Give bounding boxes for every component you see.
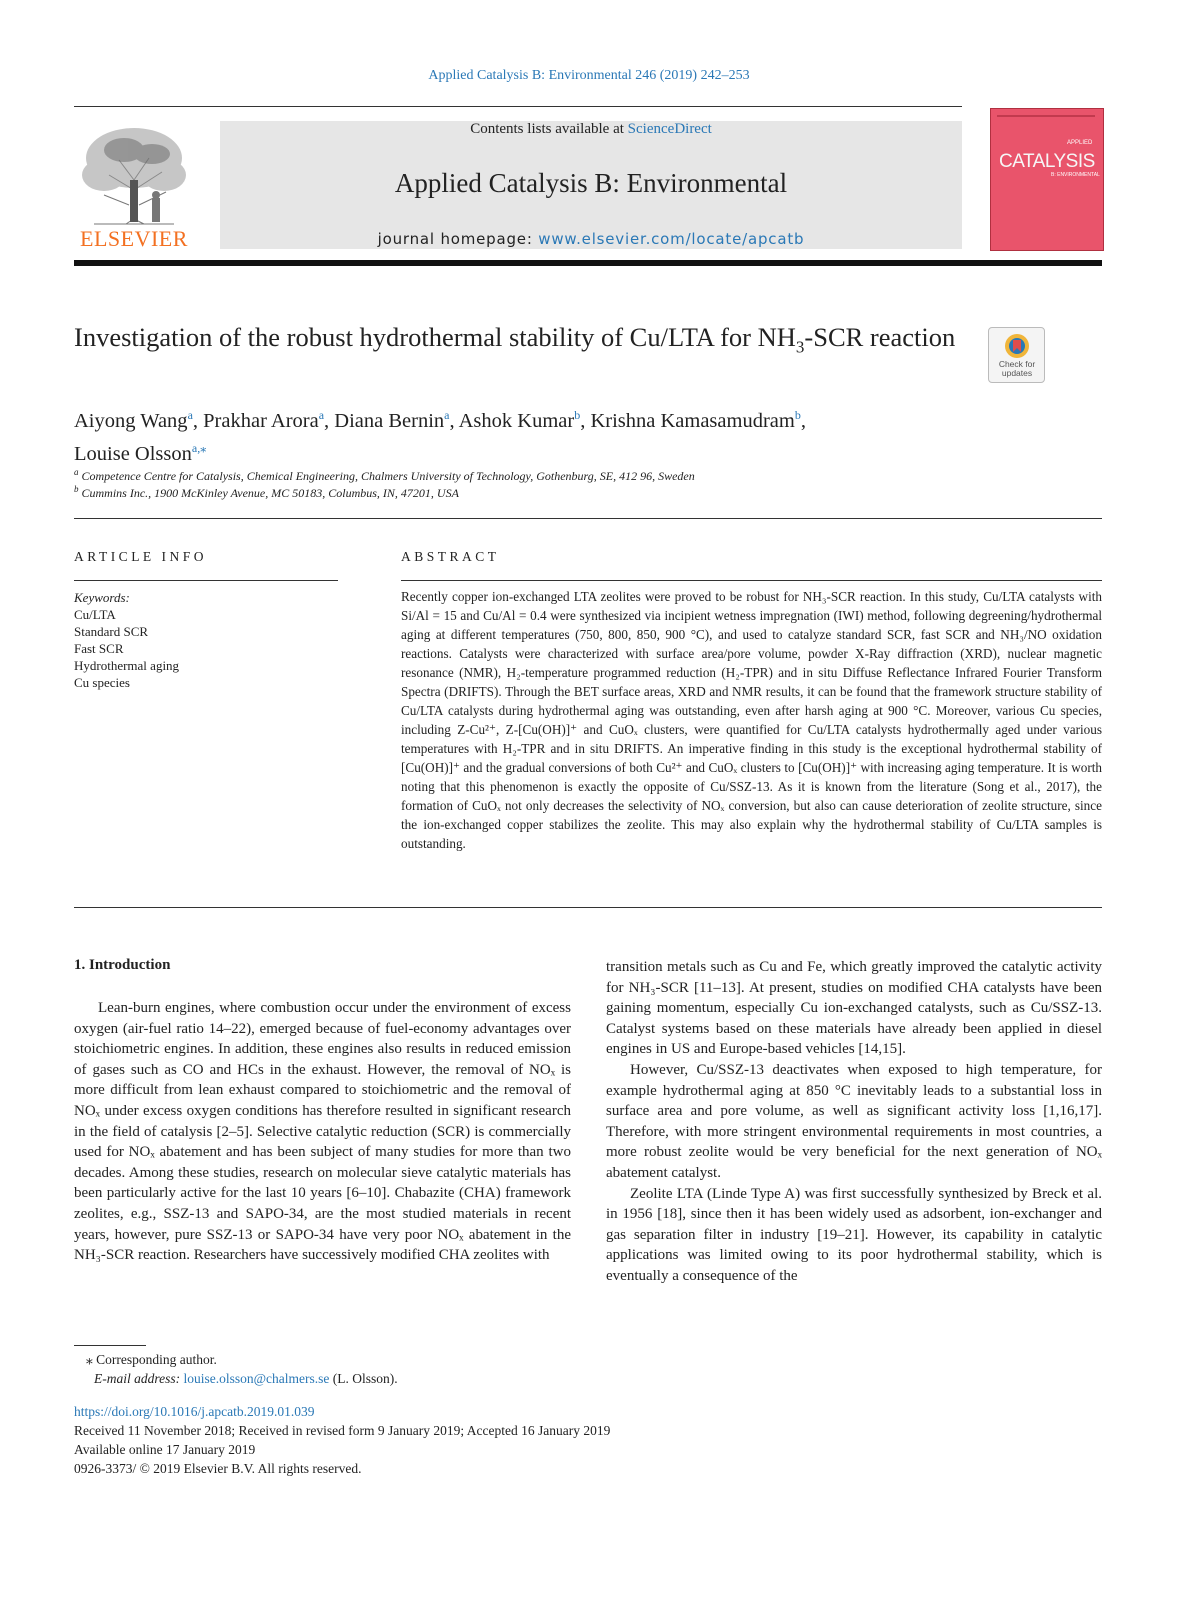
body-paragraph: transition metals such as Cu and Fe, which greatly improved the catalytic activity for NH₃-SCR [11–13]. At present, studies on modified CHA catalysts have been gaining momentum, especially Cu ion-exchanged catalysts, such as Cu/SSZ-13. Catalyst systems based on these materials have already been applied in diesel engines in US and Europe-based vehicles [14,15]. [606, 959, 1102, 1058]
homepage-link[interactable]: www.elsevier.com/locate/apcatb [538, 230, 805, 248]
article-title [74, 320, 974, 364]
journal-reference-link[interactable]: Applied Catalysis B: Environmental 246 (2019) 242–253 [428, 68, 750, 83]
publication-info [74, 1402, 610, 1478]
journal-cover-thumbnail[interactable] [990, 108, 1104, 251]
received-dates: Received 11 November 2018; Received in revised form 9 January 2019; Accepted 16 January 2019 [74, 1423, 611, 1438]
title-subscript: 3 [795, 337, 805, 357]
author-name[interactable]: Ashok Kumar [458, 409, 575, 432]
top-divider [74, 106, 962, 107]
affiliation-mark: a [74, 467, 79, 477]
copyright-line: 0926-3373/ © 2019 Elsevier B.V. All rights reserved. [74, 1461, 362, 1476]
check-for-updates-badge[interactable] [988, 327, 1045, 383]
cover-stripe [997, 115, 1095, 117]
keywords-label: Keywords: [74, 590, 130, 605]
author-name[interactable]: Prakhar Arora [203, 409, 319, 432]
author-name[interactable]: Diana Bernin [334, 409, 445, 432]
affiliation-mark: b [74, 484, 79, 494]
corresponding-author-label: ⁎ Corresponding author. [86, 1352, 217, 1367]
title-part-1: Investigation of the robust hydrothermal stability of Cu/LTA for NH [74, 322, 796, 352]
keyword-item: Cu species [74, 675, 130, 690]
email-label: E-mail address: [94, 1371, 184, 1386]
author-list: Aiyong Wang$^a$, Prakhar Arora$^a$, Diana Bernin$^a$, Ashok Kumar$^b$, Krishna Kamasamudram$^b$, Louise Olsson$^{a,⁎}$ [74, 408, 806, 465]
author-affiliation-mark[interactable]: a,⁎ [191, 440, 207, 455]
keyword-item: Hydrothermal aging [74, 658, 180, 673]
author-affiliation-mark[interactable]: a [318, 408, 325, 422]
keyword-item: Cu/LTA [74, 607, 116, 622]
journal-name: Applied Catalysis B: Environmental [394, 168, 788, 198]
affiliation-a [74, 467, 695, 484]
article-info-heading: ARTICLE INFO [74, 549, 208, 564]
introduction-heading: 1. Introduction [74, 957, 171, 973]
title-part-2: -SCR reaction [804, 322, 956, 352]
cover-subtitle: B: ENVIRONMENTAL [1051, 172, 1100, 178]
article-info-divider [74, 580, 338, 581]
body-paragraph: However, Cu/SSZ-13 deactivates when exposed to high temperature, for example hydrothermal aging at 850 °C inevitably leads to a substantial loss in surface area and pore volume, as well as significant activity loss [1,16,17]. Therefore, with more stringent environmental requirements in most countries, a more robust zeolite would be very beneficial for the next generation of NOₓ abatement catalyst. [606, 1061, 1102, 1181]
cover-label-small: APPLIED [1067, 140, 1093, 146]
author-affiliation-mark[interactable]: b [794, 408, 801, 422]
keywords-block [74, 589, 338, 691]
updates-icon [1003, 332, 1031, 360]
affiliation-text: Competence Centre for Catalysis, Chemical Engineering, Chalmers University of Technology, Gothenburg, SE, 412 96, Sweden [81, 469, 695, 483]
available-online-date: Available online 17 January 2019 [74, 1442, 256, 1457]
author-name[interactable]: Aiyong Wang [74, 409, 188, 432]
email-suffix: (L. Olsson). [329, 1371, 398, 1386]
email-line [74, 1369, 398, 1388]
journal-homepage-line [220, 230, 962, 248]
author-name[interactable]: Krishna Kamasamudram [590, 409, 795, 432]
email-link[interactable]: louise.olsson@chalmers.se [183, 1371, 330, 1386]
keyword-item: Standard SCR [74, 624, 149, 639]
abstract-heading: ABSTRACT [401, 549, 500, 564]
affiliation-divider [74, 518, 1102, 519]
body-column-right [606, 957, 1102, 1287]
author-affiliation-mark[interactable]: a [187, 408, 193, 422]
body-paragraph: Zeolite LTA (Linde Type A) was first successfully synthesized by Breck et al. in 1956 [18], since then it has been widely used as adsorbent, ion-exchanger and gas separation filter in industry [19–21]. However, its capability in catalytic applications was limited owing to its poor hydrothermal stability, which is eventually a consequence of the [606, 1185, 1102, 1284]
affiliation-b [74, 484, 459, 501]
homepage-prefix: journal homepage: [377, 230, 539, 248]
updates-badge-label: Check for updates [998, 359, 1036, 378]
abstract-bottom-divider [74, 907, 1102, 908]
affiliation-text: Cummins Inc., 1900 McKinley Avenue, MC 50183, Columbus, IN, 47201, USA [81, 486, 459, 500]
abstract-divider [401, 580, 1102, 581]
contents-prefix: Contents lists available at [470, 121, 628, 137]
corresponding-author-footnote [74, 1350, 398, 1388]
cover-title: CATALYSIS [999, 151, 1095, 172]
footnote-divider [74, 1345, 146, 1346]
sciencedirect-link[interactable]: ScienceDirect [627, 121, 712, 137]
body-paragraph: Lean-burn engines, where combustion occur under the environment of excess oxygen (air-fuel ratio 14–22), emerged because of fuel-economy advantages over stoichiometric engines. In addition, these engines also results in reduced emission of gases such as CO and HCs in the exhaust. However, the removal of NOₓ is more difficult from lean exhaust compared to stoichiometric and the removal of NOₓ under excess oxygen conditions has therefore resulted in significant research in the field of catalysis [2–5]. Selective catalytic reduction (SCR) is commercially used for NOₓ abatement and has been subject of many studies for more than two decades. Among these studies, research on molecular sieve catalytic materials has been particularly active for the last 10 years [6–10]. Chabazite (CHA) framework zeolites, e.g., SSZ-13 and SAPO-34, are the most studied materials in recent years, however, pure SSZ-13 or SAPO-34 have very poor NOₓ abatement in the NH₃-SCR reaction. Researchers have successively modified CHA zeolites with [74, 1000, 571, 1264]
abstract-body: Recently copper ion-exchanged LTA zeolites were proved to be robust for NH₃-SCR reaction. In this study, Cu/LTA catalysts with Si/Al = 15 and Cu/Al = 0.4 were synthesized via incipient wetness impregnation (IWI) method, following degreening/hydrothermal aging at different temperatures (750, 800, 850, 900 °C), and used to catalyze standard SCR, fast SCR and NH₃/NO oxidation reactions. Catalysts were characterized with surface area/pore volume, powder X-Ray diffraction (XRD), nuclear magnetic resonance (NMR), H₂-temperature programmed reduction (H₂-TPR) and in situ Diffuse Reflectance Infrared Fourier Transform Spectra (DRIFTS). Through the BET surface areas, XRD and NMR results, it can be found that the framework structure stability of Cu/LTA catalysts during hydrothermal aging was outstanding, even after harsh aging at 900 °C. Moreover, various Cu species, including Z-Cu²⁺, Z-[Cu(OH)]⁺ and CuOₓ clusters, were quantified for Cu/LTA catalysts hydrothermally aged under various temperatures with H₂-TPR and in situ DRIFTS. An imperative finding in this study is the exceptional hydrothermal stability of [Cu(OH)]⁺ and the gradual conversions of both Cu²⁺ and CuOₓ clusters to [Cu(OH)]⁺ with increasing aging temperature. It is worth noting that this phenomenon is exactly the opposite of Cu/SSZ-13. As it is known from the literature (Song et al., 2017), the formation of CuOₓ not only decreases the selectivity of NOₓ conversion, but also can cause deterioration of zeolite structure, since the ion-exchanged copper stabilizes the zeolite. This may also explain why the hydrothermal stability of Cu/LTA samples is outstanding. [401, 589, 1102, 851]
doi-link[interactable]: https://doi.org/10.1016/j.apcatb.2019.01.039 [74, 1404, 315, 1419]
elsevier-wordmark: ELSEVIER [80, 226, 188, 251]
author-affiliation-mark[interactable]: b [574, 408, 581, 422]
keyword-item: Fast SCR [74, 641, 124, 656]
author-name[interactable]: Louise Olsson [74, 442, 192, 465]
body-column-left [74, 998, 571, 1266]
author-affiliation-mark[interactable]: a [444, 408, 450, 422]
contents-line [220, 121, 962, 138]
header-thick-divider [74, 260, 1102, 266]
